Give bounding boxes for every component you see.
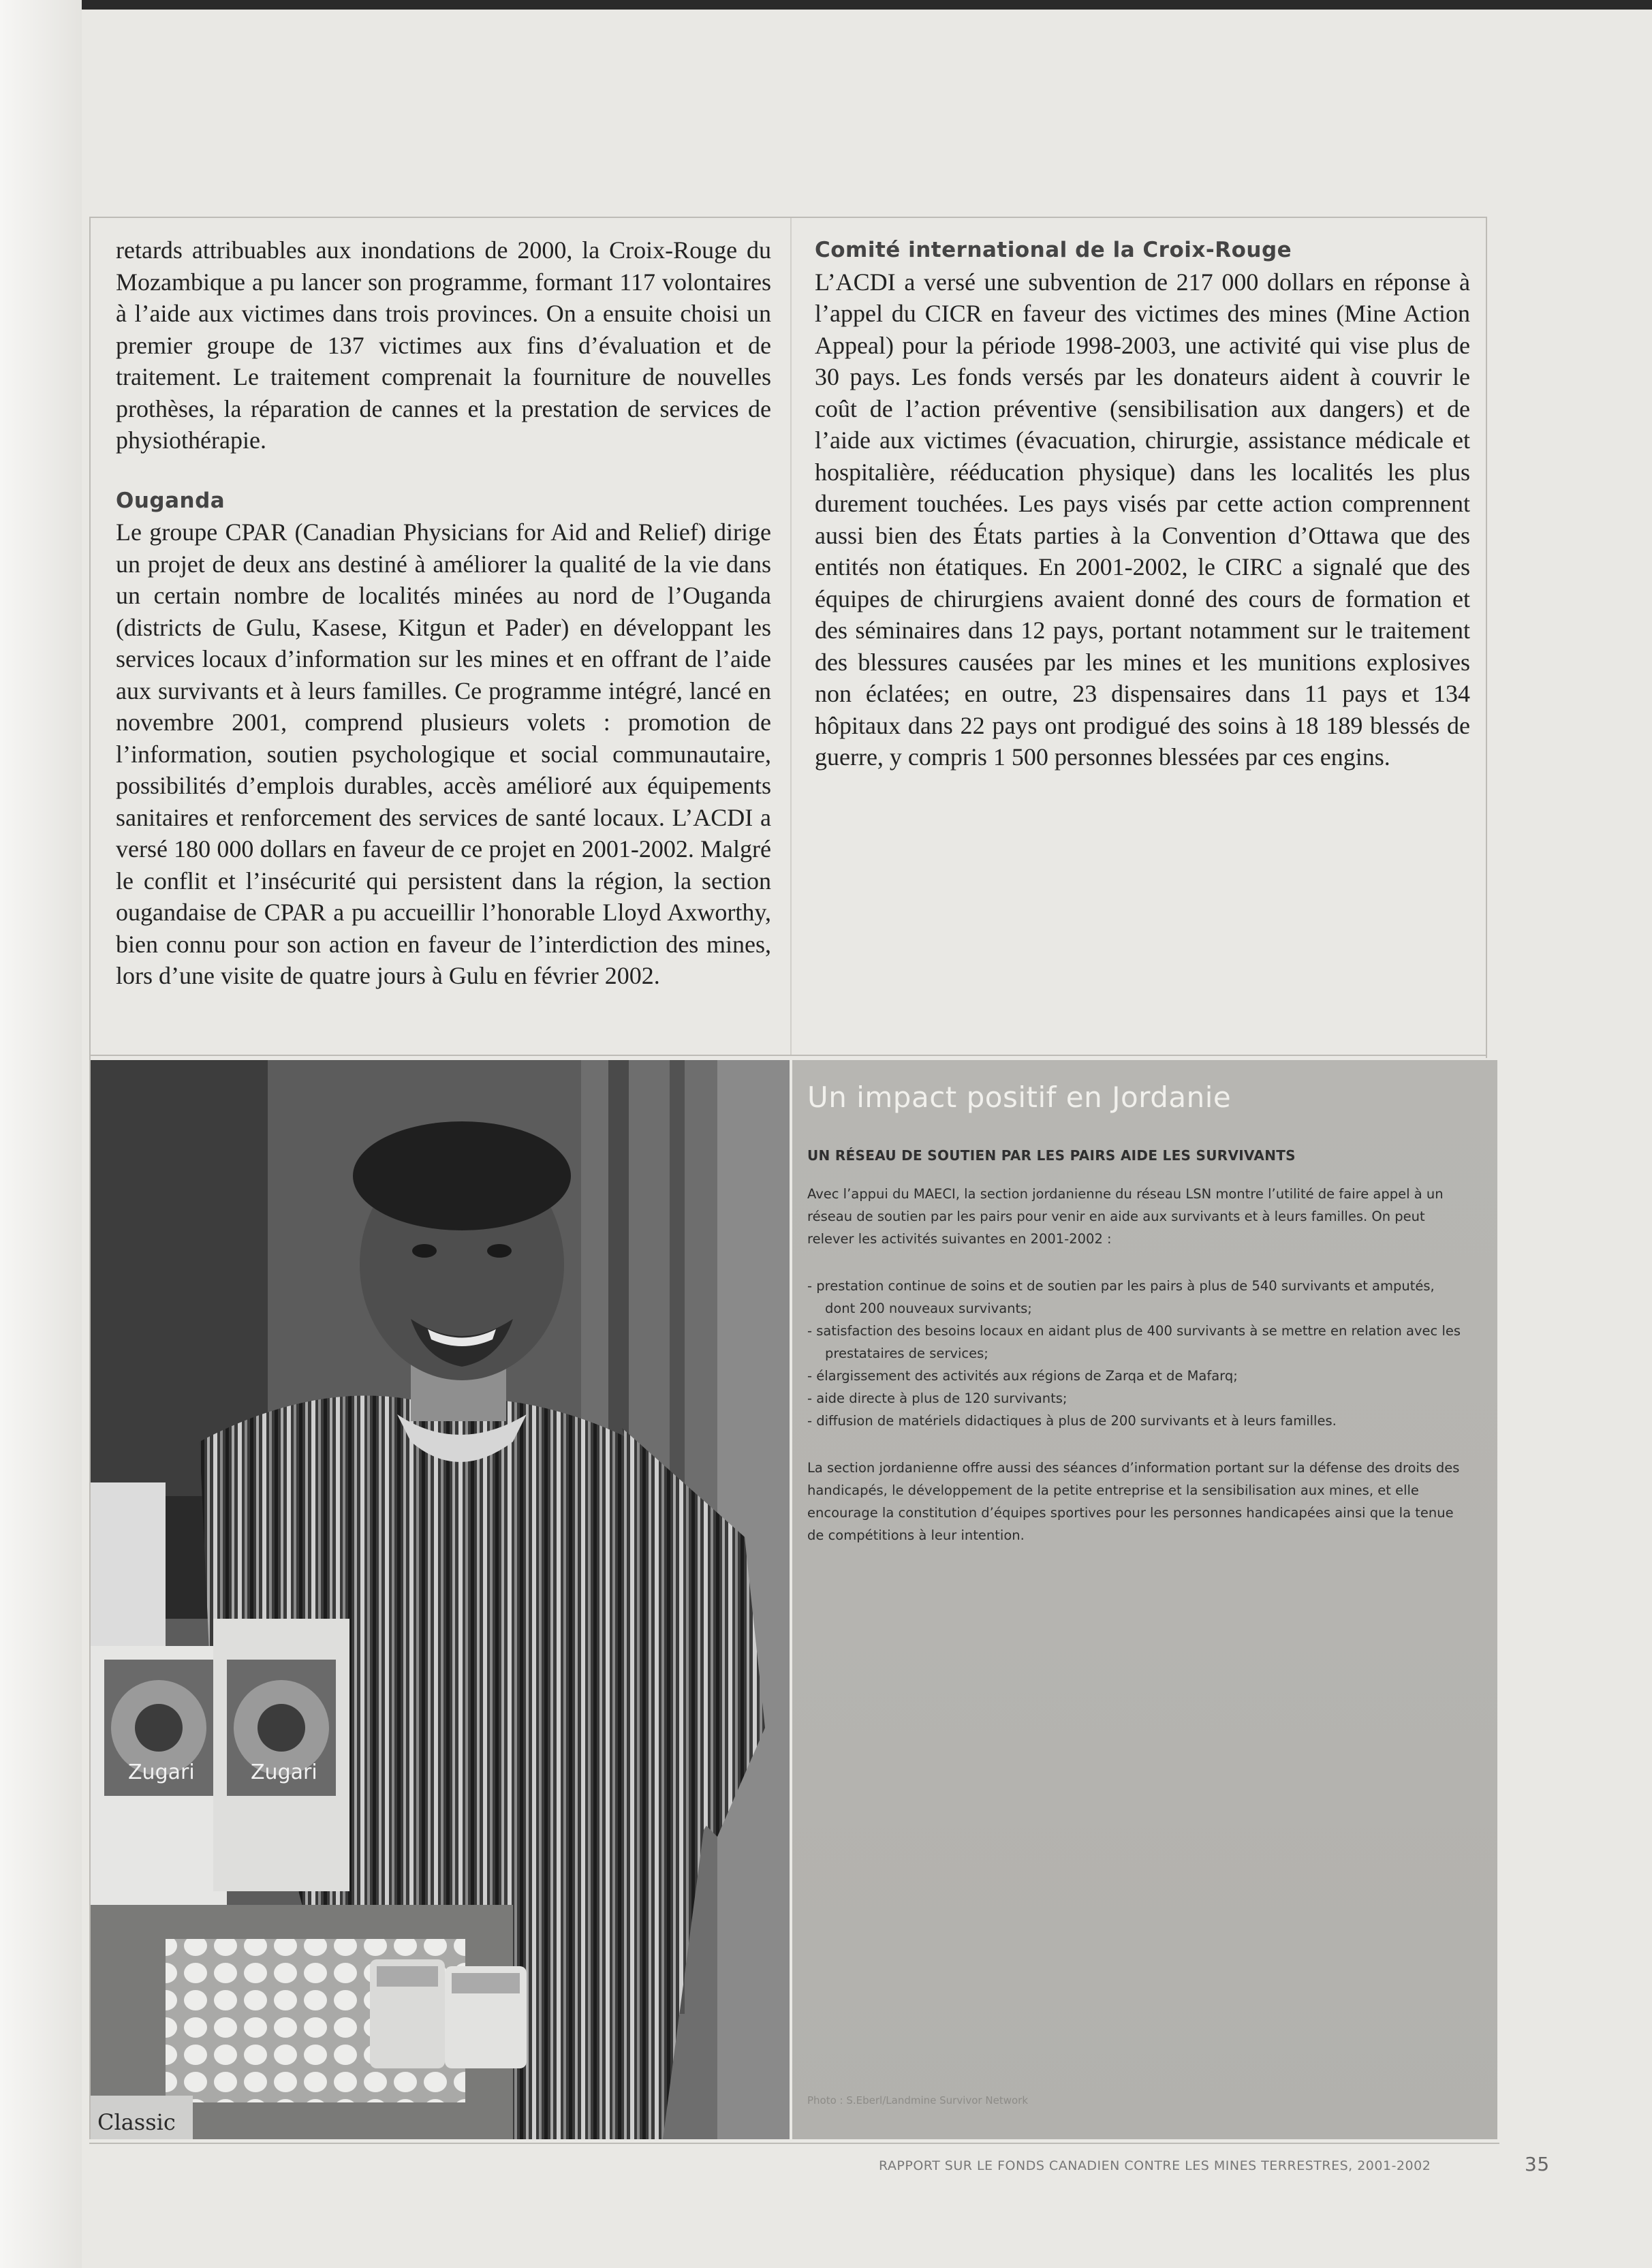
list-item: - satisfaction des besoins locaux en aidant plus de 400 survivants à se mettre en relation avec les prestataires de services; — [807, 1320, 1461, 1365]
frame-mid-line — [89, 1055, 1487, 1056]
sidebar-intro: Avec l’appui du MAECI, la section jordanienne du réseau LSN montre l’utilité de faire appel à un réseau de soutien par les pairs pour venir en aide aux survivants et à leurs familles. On peut relever les activités suivantes en 2001-2002 : — [807, 1186, 1444, 1247]
left-text-column — [116, 234, 771, 992]
sidebar-subtitle: UN RÉSEAU DE SOUTIEN PAR LES PAIRS AIDE LES SURVIVANTS — [807, 1147, 1296, 1164]
right-text-column — [815, 234, 1470, 773]
sidebar-title: Un impact positif en Jordanie — [807, 1081, 1232, 1114]
top-edge-rule — [82, 0, 1652, 10]
list-item: - diffusion de matériels didactiques à plus de 200 survivants et à leurs familles. — [807, 1410, 1461, 1432]
photo-credit: Photo : S.Eberl/Landmine Survivor Network — [807, 2094, 1029, 2107]
list-item: - aide directe à plus de 120 survivants; — [807, 1387, 1461, 1410]
ouganda-heading: Ouganda — [116, 488, 225, 513]
box-label-right: Zugari — [251, 1760, 317, 1784]
page-number: 35 — [1525, 2153, 1550, 2175]
cicr-heading: Comité international de la Croix-Rouge — [815, 238, 1292, 262]
frame-bottom-line — [89, 2143, 1499, 2144]
sign-text: Classic — [97, 2109, 176, 2135]
cicr-paragraph: L’ACDI a versé une subvention de 217 000 dollars en réponse à l’appel du CICR en faveur des victimes des mines (Mine Action Appeal) pour la période 1998-2003, une activité qui vise plus de 30 pays. Les fonds versés par les donateurs aident à couvrir le coût de l’action préventive (sensibilisation aux dangers) et de l’aide aux victimes (évacuation, chirurgie, assistance médicale et hospitalière, rééducation physique) dans les localités les plus durement touchées. Les pays visés par cette action comprennent aussi bien des États parties à la Convention d’Ottawa que des entités non étatiques. En 2001-2002, le CIRC a signalé que des équipes de chirurgiens avaient donné des cours de formation et des séminaires dans 12 pays, portant notamment sur le traitement des blessures causées par les mines et les munitions explosives non éclatées; en outre, 23 dispensaires dans 11 pays et 134 hôpitaux dans 22 pays ont prodigué des soins à 18 189 blessés de guerre, y compris 1 500 personnes blessées par ces engins. — [815, 268, 1470, 771]
list-item: - élargissement des activités aux régions de Zarqa et de Mafarq; — [807, 1365, 1461, 1387]
ouganda-paragraph: Le groupe CPAR (Canadian Physicians for Aid and Relief) dirige un projet de deux ans destiné à améliorer la qualité de la vie dans un certain nombre de localités minées au nord de l’Ouganda (districts de Gulu, Kasese, Kitgun et Pader) en développant les services locaux d’information sur les mines et en offrant de l’aide aux survivants et à leurs familles. Ce programme intégré, lancé en novembre 2001, comprend plusieurs volets : promotion de l’information, soutien psychologique et social communautaire, possibilités d’emplois durables, accès amélioré aux équipements sanitaires et renforcement des services de santé locaux. L’ACDI a versé 180 000 dollars en faveur de ce projet en 2001-2002. Malgré le conflit et l’insécurité qui persistent dans la région, la section ougandaise de CPAR a pu accueillir l’honorable Lloyd Axworthy, bien connu pour son action en faveur de l’interdiction des mines, lors d’une visite de quatre jours à Gulu en février 2002. — [116, 518, 771, 989]
sidebar-body — [807, 1183, 1461, 1547]
photo-man-striped-robe — [91, 1060, 790, 2139]
scan-margin — [0, 0, 82, 2268]
list-item: - prestation continue de soins et de soutien par les pairs à plus de 540 survivants et amputés, dont 200 nouveaux survivants; — [807, 1275, 1461, 1320]
mozambique-paragraph: retards attribuables aux inondations de 2000, la Croix-Rouge du Mozambique a pu lancer son programme, formant 117 volontaires à l’aide aux victimes dans trois provinces. On a ensuite choisi un premier groupe de 137 victimes aux fins d’évaluation et de traitement. Le traitement comprenait la fourniture de nouvelles prothèses, la réparation de cannes et la prestation de services de physiothérapie. — [116, 236, 771, 454]
frame-right-line — [1486, 217, 1487, 1058]
frame-top-line — [89, 217, 1487, 218]
jordanie-sidebar — [792, 1060, 1497, 2139]
sidebar-activity-list — [807, 1275, 1461, 1432]
footer-report-title: RAPPORT SUR LE FONDS CANADIEN CONTRE LES MINES TERRESTRES, 2001-2002 — [879, 2158, 1431, 2173]
box-label-left: Zugari — [128, 1760, 195, 1784]
column-divider-line — [790, 217, 792, 1055]
photo-illustration — [91, 1060, 790, 2139]
sidebar-closing: La section jordanienne offre aussi des séances d’information portant sur la défense des droits des handicapés, le développement de la petite entreprise et la sensibilisation aux mines, et elle encourage la constitution d’équipes sportives pour les personnes handicapées ainsi que la tenue de compétitions à leur intention. — [807, 1460, 1460, 1543]
